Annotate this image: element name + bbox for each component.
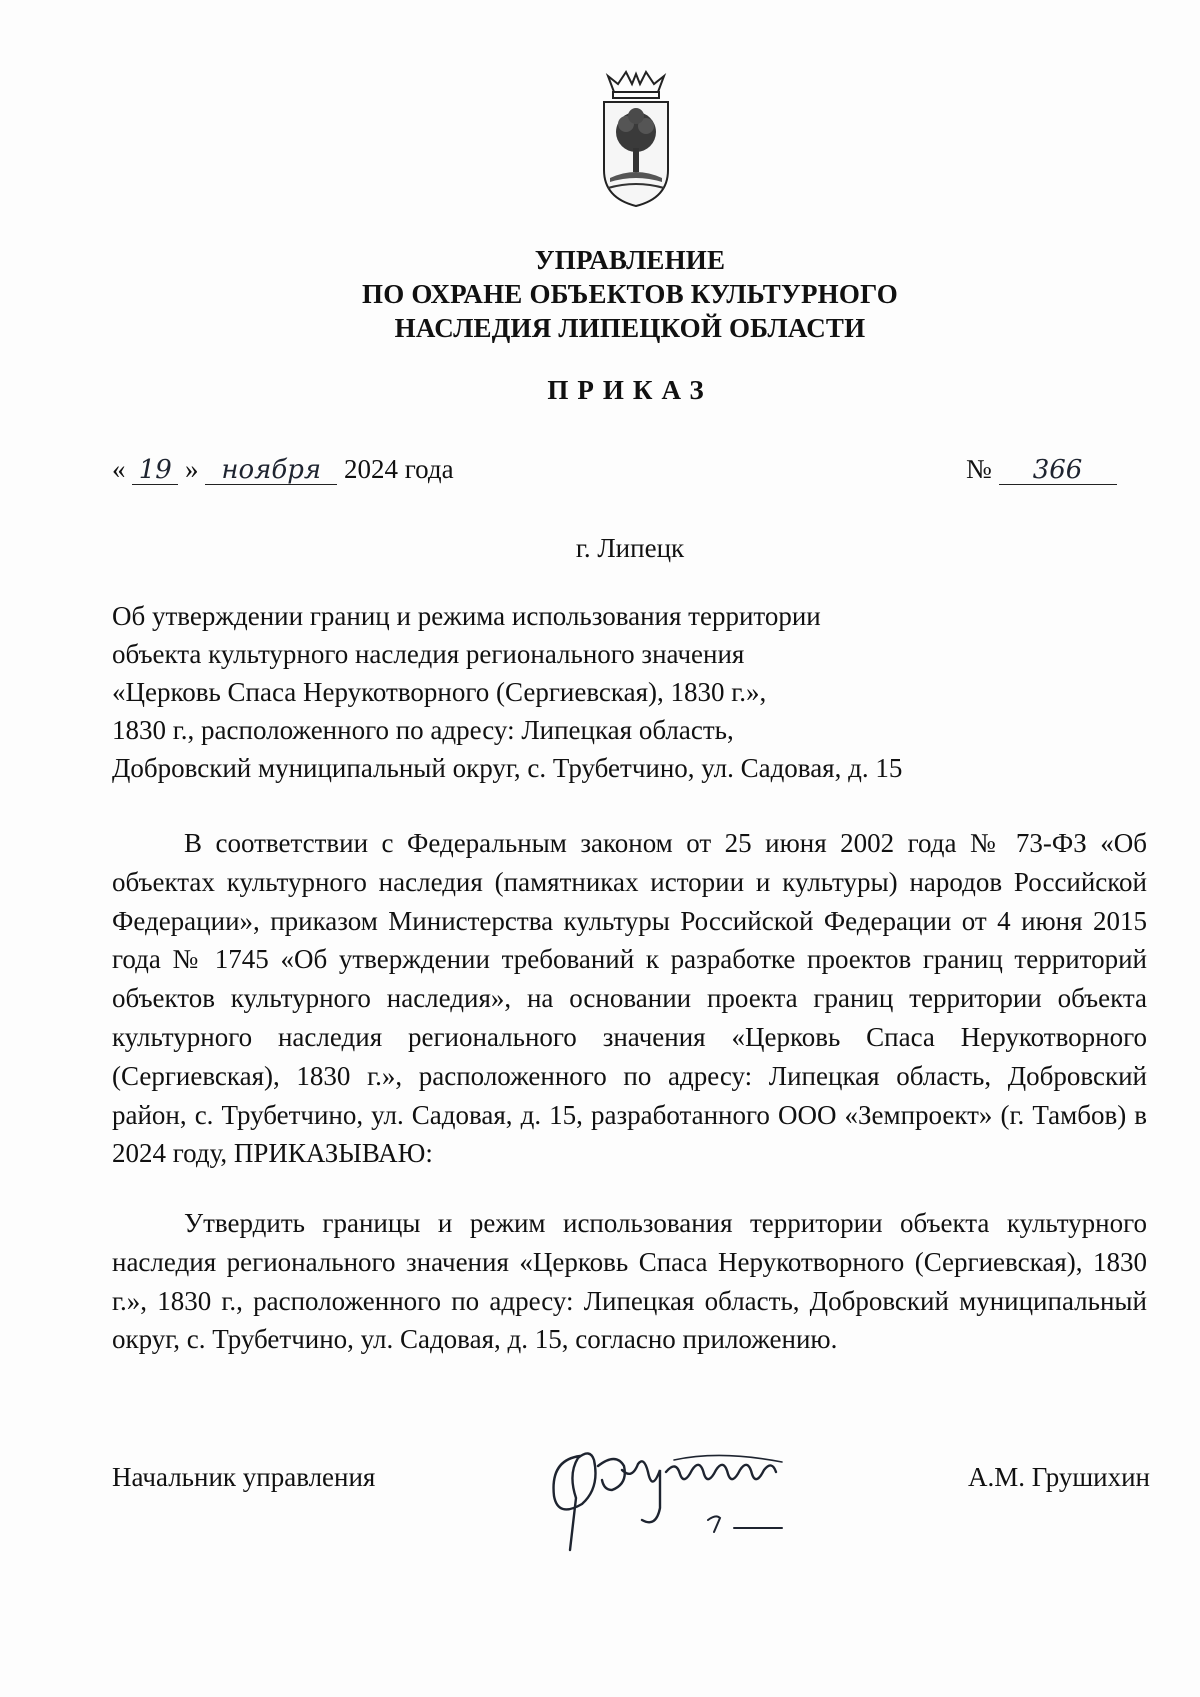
subject-line: объекта культурного наследия регионального значения bbox=[112, 639, 745, 669]
org-line: УПРАВЛЕНИЕ bbox=[534, 245, 726, 275]
document-type-title: ПРИКАЗ bbox=[547, 375, 713, 405]
coat-of-arms-icon bbox=[596, 70, 676, 210]
subject-line: Об утверждении границ и режима использования территории bbox=[112, 601, 821, 631]
org-line: ПО ОХРАНЕ ОБЪЕКТОВ КУЛЬТУРНОГО bbox=[362, 279, 898, 309]
date-year: 2024 года bbox=[344, 454, 454, 484]
city: г. Липецк bbox=[575, 533, 685, 563]
org-line: НАСЛЕДИЯ ЛИПЕЦКОЙ ОБЛАСТИ bbox=[394, 313, 866, 343]
date-month: ноября bbox=[205, 456, 337, 485]
order-number bbox=[966, 454, 1117, 485]
subject-line: Добровский муниципальный округ, с. Трубетчино, ул. Садовая, д. 15 bbox=[112, 753, 903, 783]
subject-line: «Церковь Спаса Нерукотворного (Сергиевская), 1830 г.», bbox=[112, 677, 767, 707]
decision-paragraph: Утвердить границы и режим использования территории объекта культурного наследия регионального значения «Церковь Спаса Нерукотворного (Сергиевская), 1830 г.», 1830 г., расположенного по адресу: Липецкая область, Добровский муниципальный округ, с. Трубетчино, ул. Садовая, д. 15, согласно приложению. bbox=[112, 1208, 1147, 1355]
order-date bbox=[112, 454, 454, 485]
signatory-position: Начальник управления bbox=[112, 1462, 376, 1492]
number-value: 366 bbox=[999, 456, 1117, 485]
date-day: 19 bbox=[132, 456, 178, 485]
date-close-quote: » bbox=[185, 454, 199, 484]
number-label: № bbox=[966, 454, 992, 484]
order-subject bbox=[112, 597, 902, 787]
handwritten-signature-icon bbox=[520, 1400, 860, 1560]
organization-name bbox=[0, 243, 1200, 345]
signatory-name: А.М. Грушихин bbox=[968, 1462, 1150, 1492]
date-open-quote: « bbox=[112, 454, 126, 484]
subject-line: 1830 г., расположенного по адресу: Липецкая область, bbox=[112, 715, 734, 745]
preamble-paragraph: В соответствии с Федеральным законом от 25 июня 2002 года № 73-ФЗ «Об объектах культурного наследия (памятниках истории и культуры) народов Российской Федерации», приказом Министерства культуры Российской Федерации от 4 июня 2015 года № 1745 «Об утверждении требований к разработке проектов границ территорий объектов культурного наследия», на основании проекта границ территории объекта культурного наследия регионального значения «Церковь Спаса Нерукотворного (Сергиевская), 1830 г.», расположенного по адресу: Липецкая область, Добровский район, с. Трубетчино, ул. Садовая, д. 15, разработанного ООО «Земпроект» (г. Тамбов) в 2024 году, ПРИКАЗЫВАЮ: bbox=[112, 828, 1147, 1169]
